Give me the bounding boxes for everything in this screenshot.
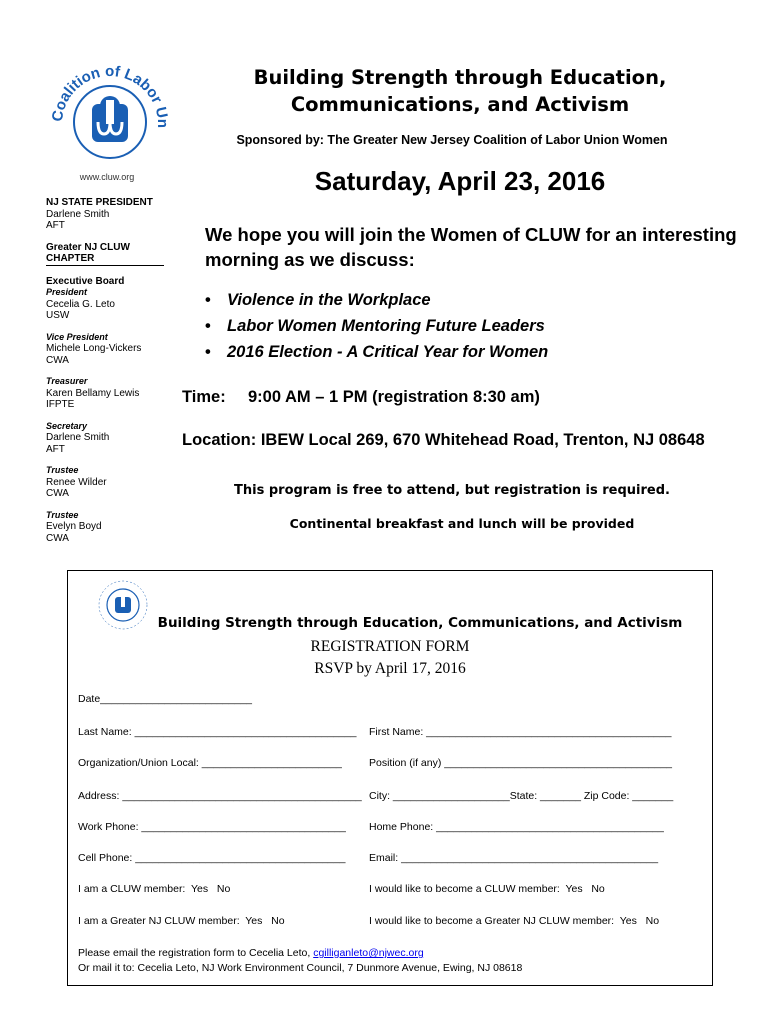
officer-org: CWA xyxy=(46,532,69,544)
officer-org: IFPTE xyxy=(46,399,75,410)
breakfast-notice: Continental breakfast and lunch will be provided xyxy=(289,516,635,531)
page-title xyxy=(175,64,745,118)
form-title: Building Strength through Education, Communications, and Activism xyxy=(157,615,683,631)
cluw-member-question[interactable]: I am a CLUW member: Yes No xyxy=(78,883,231,895)
topic-list xyxy=(205,287,745,365)
officer-org: CWA xyxy=(46,488,69,499)
officer-org: CWA xyxy=(46,354,69,366)
officer xyxy=(46,332,164,367)
officer xyxy=(46,287,164,322)
position-field[interactable]: Position (if any) _______________________________________ xyxy=(369,757,673,769)
organization-field[interactable]: Organization/Union Local: ________________________ xyxy=(78,757,342,769)
chapter-name: Greater NJ CLUW CHAPTER xyxy=(46,242,164,266)
email-field[interactable]: Email: ____________________________________________ xyxy=(369,852,659,864)
logo-url: www.cluw.org xyxy=(79,172,135,182)
email-link[interactable]: cgilliganleto@njwec.org xyxy=(313,947,424,959)
officer-name: Karen Bellamy Lewis xyxy=(46,387,140,399)
list-item: • 2016 Election - A Critical Year for Women xyxy=(205,339,745,365)
event-location: Location: IBEW Local 269, 670 Whitehead Road, Trenton, NJ 08648 xyxy=(182,431,705,449)
rsvp-deadline: RSVP by April 17, 2016 xyxy=(314,660,466,677)
officer-name: Cecelia G. Leto xyxy=(46,298,115,310)
officer xyxy=(46,510,164,545)
sponsor-line: Sponsored by: The Greater New Jersey Coalition of Labor Union Women xyxy=(236,133,668,147)
officer-role: Trustee xyxy=(46,509,79,520)
mail-instruction: Or mail it to: Cecelia Leto, NJ Work Environment Council, 7 Dunmore Avenue, Ewing, NJ 08618 xyxy=(78,962,523,974)
gnj-member-question[interactable]: I am a Greater NJ CLUW member: Yes No xyxy=(78,915,285,927)
email-instruction-text: Please email the registration form to Cecelia Leto, xyxy=(78,947,314,959)
home-phone-field[interactable]: Home Phone: _______________________________________ xyxy=(369,821,664,833)
event-date: Saturday, April 23, 2016 xyxy=(314,166,606,196)
address-field[interactable]: Address: _________________________________________ xyxy=(78,790,362,802)
first-name-field[interactable]: First Name: __________________________________________ xyxy=(369,726,672,738)
executive-board-heading: Executive Board xyxy=(46,275,125,287)
svg-text:Coalition of Labor Union Women: Coalition of Labor Un xyxy=(48,62,172,129)
time-value: 9:00 AM – 1 PM (registration 8:30 am) xyxy=(248,388,540,406)
work-phone-field[interactable]: Work Phone: ___________________________________ xyxy=(78,821,346,833)
officer-name: Michele Long-Vickers xyxy=(46,343,142,354)
city-state-zip-field[interactable]: City: ____________________State: _______ Zip Code: _______ xyxy=(369,790,674,802)
form-subtitle xyxy=(240,636,540,680)
email-instruction xyxy=(78,946,698,961)
cluw-logo xyxy=(40,44,174,190)
list-item: • Labor Women Mentoring Future Leaders xyxy=(205,313,745,339)
officer-name: Evelyn Boyd xyxy=(46,521,102,532)
state-president-name: Darlene Smith xyxy=(46,208,110,220)
officer-role: Vice President xyxy=(46,331,108,342)
title-line: Communications, and Activism xyxy=(290,93,630,116)
state-president-org: AFT xyxy=(46,220,65,231)
officer-org: AFT xyxy=(46,443,65,455)
free-notice: This program is free to attend, but registration is required. xyxy=(234,483,670,498)
cell-phone-field[interactable]: Cell Phone: ____________________________________ xyxy=(78,852,346,864)
event-time xyxy=(182,388,742,407)
officer-org: USW xyxy=(46,310,70,321)
officer-name: Renee Wilder xyxy=(46,476,107,488)
form-instructions xyxy=(78,946,698,976)
become-cluw-question[interactable]: I would like to become a CLUW member: Yes No xyxy=(369,883,605,895)
become-gnj-question[interactable]: I would like to become a Greater NJ CLUW member: Yes No xyxy=(369,915,660,927)
officer xyxy=(46,465,164,500)
officer xyxy=(46,376,164,411)
form-heading: REGISTRATION FORM xyxy=(310,638,470,655)
officer-role: Trustee xyxy=(46,465,79,475)
officer-name: Darlene Smith xyxy=(46,432,110,443)
officer-role: Treasurer xyxy=(46,376,88,386)
officer xyxy=(46,421,164,456)
title-line: Building Strength through Education, xyxy=(253,66,667,89)
intro-text: We hope you will join the Women of CLUW for an interesting morning as we discuss: xyxy=(205,224,737,270)
list-item: • Violence in the Workplace xyxy=(205,287,745,313)
officer-role: President xyxy=(46,287,88,297)
date-field[interactable]: Date__________________________ xyxy=(78,693,253,705)
time-label: Time: xyxy=(182,388,226,406)
last-name-field[interactable]: Last Name: ______________________________________ xyxy=(78,726,357,738)
sidebar xyxy=(46,197,164,544)
state-president-label: NJ STATE PRESIDENT xyxy=(46,197,153,208)
officer-role: Secretary xyxy=(46,420,88,431)
